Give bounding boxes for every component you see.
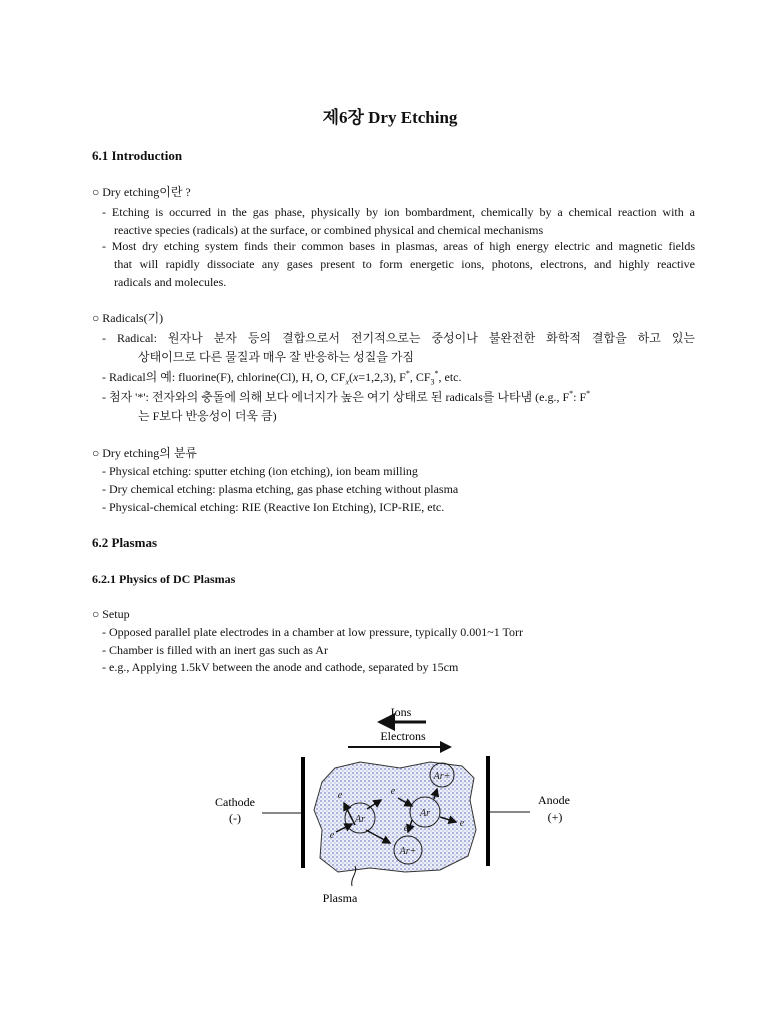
ar-label: Ar <box>355 814 365 825</box>
electron-label: e <box>459 818 465 829</box>
text-span: ( <box>349 370 354 384</box>
electron-label: e <box>337 790 343 801</box>
text-span: - 첨자 '*': 전자와의 충돌에 의해 보다 에너지가 높은 여기 상태로 된 radicals를 나타냄 (e.g., F <box>102 390 570 404</box>
text-line: - Dry chemical etching: plasma etching, gas phase etching without plasma <box>102 482 459 496</box>
text-line: reactive species (radicals) at the surface, or combined physical and chemical mechanisms <box>114 223 544 237</box>
text-line: radicals and molecules. <box>114 275 227 289</box>
electron-label: e <box>403 823 409 834</box>
text-line: - Physical etching: sputter etching (ion etching), ion beam milling <box>102 464 418 478</box>
cathode-sign: (-) <box>229 811 241 825</box>
electron-label: e <box>390 786 396 797</box>
anode-plate <box>486 756 490 866</box>
text-line: - Most dry etching system finds their common bases in plasmas, areas of high energy electric and magnetic fields <box>102 239 695 253</box>
text-line: that will rapidly dissociate any gases present to form energetic ions, photons, electrons, and highly reactive <box>114 257 695 271</box>
text-line: - Etching is occurred in the gas phase, physically by ion bombardment, chemically by a chemical reaction with a <box>102 205 695 219</box>
ar-ion-label: Ar+ <box>433 771 451 782</box>
subscript: x <box>345 377 350 387</box>
text-span: =1,2,3), F <box>358 370 406 384</box>
bullet-setup: ○ Setup <box>92 607 130 621</box>
text-span: : F <box>573 390 587 404</box>
subsection-heading-6-2-1: 6.2.1 Physics of DC Plasmas <box>92 572 236 586</box>
plasma-label: Plasma <box>322 891 358 905</box>
ar-ion-label: Ar+ <box>399 846 417 857</box>
text-line: - e.g., Applying 1.5kV between the anode and cathode, separated by 15cm <box>102 660 459 674</box>
section-heading-6-1: 6.1 Introduction <box>92 148 183 163</box>
bullet-dry-etching: ○ Dry etching이란 ? <box>92 185 191 199</box>
subscript: 3 <box>430 377 435 387</box>
superscript: * <box>586 389 591 398</box>
superscript: * <box>405 369 410 378</box>
electron-label: e <box>329 830 335 841</box>
superscript: * <box>434 369 439 378</box>
text-line: - Chamber is filled with an inert gas such as Ar <box>102 643 328 657</box>
anode-sign: (+) <box>547 810 563 824</box>
bullet-radicals: ○ Radicals(기) <box>92 311 164 325</box>
superscript: * <box>569 389 574 398</box>
text-span: , etc. <box>438 370 462 384</box>
text-line: 는 F보다 반응성이 더욱 큼) <box>138 409 277 423</box>
section-heading-6-2: 6.2 Plasmas <box>92 535 157 550</box>
cathode-label: Cathode <box>215 795 255 809</box>
page-title: 제6장 Dry Etching <box>322 108 458 127</box>
text-span: , CF <box>409 370 431 384</box>
text-line: - Opposed parallel plate electrodes in a chamber at low pressure, typically 0.001~1 Torr <box>102 625 523 639</box>
text-line: 상태이므로 다른 물질과 매우 잘 반응하는 성질을 가짐 <box>138 350 415 364</box>
ions-label: Ions <box>390 705 412 719</box>
text-line: - Physical-chemical etching: RIE (Reactive Ion Etching), ICP-RIE, etc. <box>102 500 445 514</box>
electrons-label: Electrons <box>380 729 426 743</box>
bullet-classification: ○ Dry etching의 분류 <box>92 446 198 460</box>
text-line: - Radical: 원자나 분자 등의 결합으로서 전기적으로는 중성이나 불완전한 화학적 결합을 하고 있는 <box>102 331 695 345</box>
text-span: - Radical의 예: fluorine(F), chlorine(Cl), H, O, CF <box>102 370 346 384</box>
cathode-plate <box>301 757 305 868</box>
anode-label: Anode <box>538 793 570 807</box>
text-span: x <box>353 370 359 384</box>
ar-label: Ar <box>420 808 430 819</box>
